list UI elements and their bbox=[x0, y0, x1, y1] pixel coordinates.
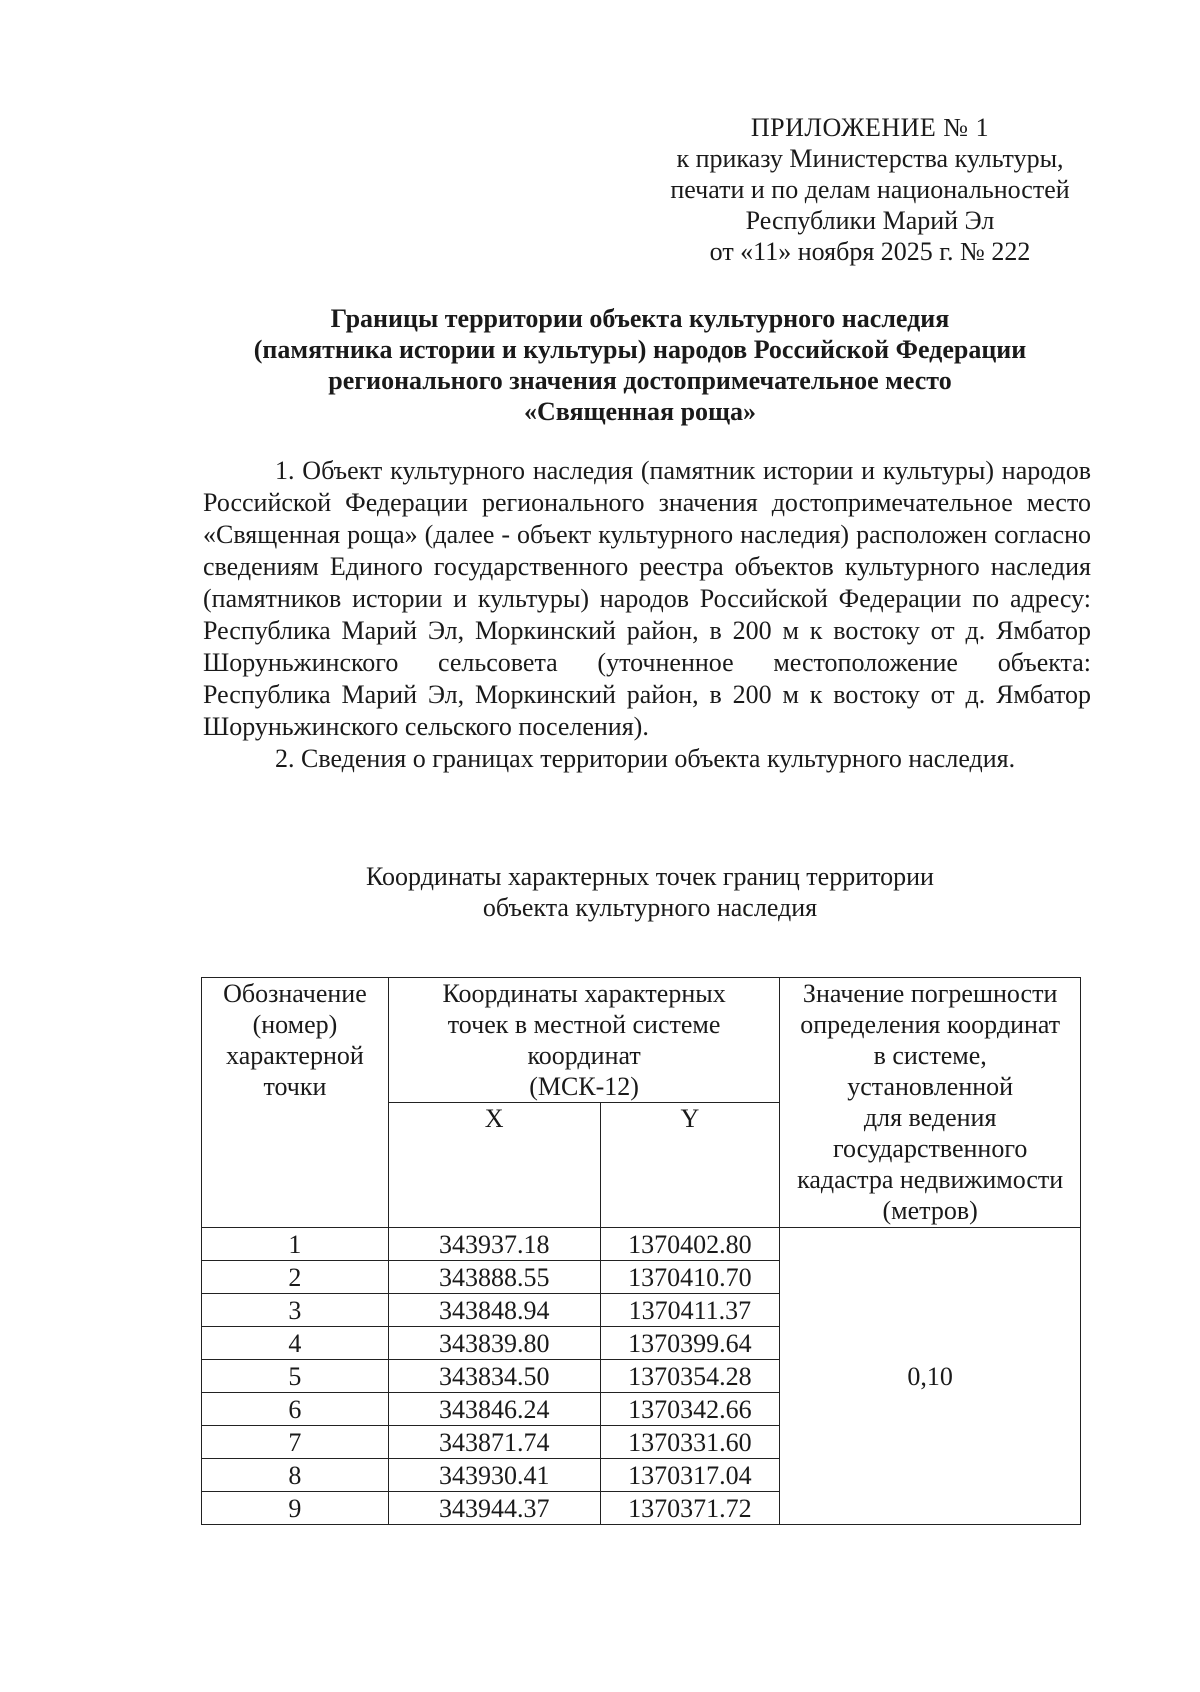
header-text: кадастра недвижимости bbox=[797, 1165, 1064, 1194]
header-error bbox=[780, 978, 1081, 1228]
table-header-row bbox=[202, 978, 1081, 1103]
appendix-line: к приказу Министерства культуры, bbox=[676, 144, 1064, 173]
x-coordinate-cell: 343839.80 bbox=[388, 1327, 600, 1360]
header-coordinates bbox=[388, 978, 779, 1103]
point-number-cell: 8 bbox=[202, 1459, 389, 1492]
x-coordinate-cell: 343848.94 bbox=[388, 1294, 600, 1327]
coordinates-title-line: объекта культурного наследия bbox=[482, 893, 818, 922]
point-number-cell: 5 bbox=[202, 1360, 389, 1393]
body-text bbox=[203, 455, 1091, 775]
error-value-cell: 0,10 bbox=[780, 1228, 1081, 1525]
header-point-number bbox=[202, 978, 389, 1228]
y-coordinate-cell: 1370354.28 bbox=[600, 1360, 780, 1393]
x-coordinate-cell: 343834.50 bbox=[388, 1360, 600, 1393]
x-coordinate-cell: 343937.18 bbox=[388, 1228, 600, 1261]
y-coordinate-cell: 1370410.70 bbox=[600, 1261, 780, 1294]
appendix-line: печати и по делам национальностей bbox=[670, 175, 1070, 204]
x-coordinate-cell: 343846.24 bbox=[388, 1393, 600, 1426]
appendix-title: ПРИЛОЖЕНИЕ № 1 bbox=[750, 113, 990, 142]
heading-line: (памятника истории и культуры) народов Российской Федерации bbox=[253, 335, 1027, 364]
y-coordinate-cell: 1370342.66 bbox=[600, 1393, 780, 1426]
point-number-cell: 9 bbox=[202, 1492, 389, 1525]
appendix-line: Республики Марий Эл bbox=[745, 206, 995, 235]
header-text: Координаты характерных bbox=[442, 979, 726, 1008]
y-coordinate-cell: 1370331.60 bbox=[600, 1426, 780, 1459]
x-coordinate-cell: 343871.74 bbox=[388, 1426, 600, 1459]
y-coordinate-cell: 1370371.72 bbox=[600, 1492, 780, 1525]
header-x: X bbox=[388, 1103, 600, 1228]
y-coordinate-cell: 1370399.64 bbox=[600, 1327, 780, 1360]
point-number-cell: 1 bbox=[202, 1228, 389, 1261]
point-number-cell: 6 bbox=[202, 1393, 389, 1426]
heading-line: Границы территории объекта культурного наследия bbox=[330, 304, 950, 333]
y-coordinate-cell: 1370402.80 bbox=[600, 1228, 780, 1261]
paragraph-2: 2. Сведения о границах территории объекта культурного наследия. bbox=[275, 744, 1016, 773]
header-text: точек в местной системе bbox=[447, 1010, 721, 1039]
point-number-cell: 3 bbox=[202, 1294, 389, 1327]
header-text: определения координат bbox=[800, 1010, 1061, 1039]
point-number-cell: 4 bbox=[202, 1327, 389, 1360]
point-number-cell: 2 bbox=[202, 1261, 389, 1294]
coordinates-table bbox=[201, 977, 1081, 1525]
x-coordinate-cell: 343944.37 bbox=[388, 1492, 600, 1525]
y-coordinate-cell: 1370317.04 bbox=[600, 1459, 780, 1492]
heading-line: «Священная роща» bbox=[524, 397, 756, 426]
header-text: (метров) bbox=[882, 1196, 978, 1225]
header-text: Значение погрешности bbox=[802, 979, 1058, 1008]
x-coordinate-cell: 343930.41 bbox=[388, 1459, 600, 1492]
paragraph-1: 1. Объект культурного наследия (памятник истории и культуры) народов Российской Федерации регионального значения достопримечательное место «Священная роща» (далее - объект культурного наследия) расположен согласно сведениям Единого государственного реестра объектов культурного наследия (памятников истории и культуры) народов Российской Федерации по адресу: Республика Марий Эл, Моркинский район, в 200 м к востоку от д. Ямбатор Шоруньжинского сельсовета (уточненное местоположение объекта: Республика Марий Эл, Моркинский район, в 200 м к востоку от д. Ямбатор Шоруньжинского сельского поселения). bbox=[203, 456, 1091, 741]
header-text: установленной bbox=[847, 1072, 1014, 1101]
point-number-cell: 7 bbox=[202, 1426, 389, 1459]
appendix-date: от «11» ноября 2025 г. № 222 bbox=[709, 237, 1031, 266]
header-text: координат bbox=[527, 1041, 641, 1070]
table-row bbox=[202, 1228, 1081, 1261]
header-text: (МСК-12) bbox=[529, 1072, 639, 1101]
header-text: государственного bbox=[832, 1134, 1028, 1163]
document-heading bbox=[190, 303, 1090, 427]
x-coordinate-cell: 343888.55 bbox=[388, 1261, 600, 1294]
appendix-block bbox=[620, 112, 1120, 267]
header-text: Обозначение bbox=[223, 979, 367, 1008]
header-text: в системе, bbox=[873, 1041, 987, 1070]
header-y: Y bbox=[600, 1103, 780, 1228]
coordinates-title-line: Координаты характерных точек границ территории bbox=[366, 862, 934, 891]
coordinates-title bbox=[250, 861, 1050, 923]
header-text: для ведения bbox=[863, 1103, 997, 1132]
y-coordinate-cell: 1370411.37 bbox=[600, 1294, 780, 1327]
header-text: характерной bbox=[226, 1041, 364, 1070]
header-text: (номер) bbox=[252, 1010, 338, 1039]
heading-line: регионального значения достопримечательное место bbox=[328, 366, 952, 395]
header-text: точки bbox=[263, 1072, 327, 1101]
